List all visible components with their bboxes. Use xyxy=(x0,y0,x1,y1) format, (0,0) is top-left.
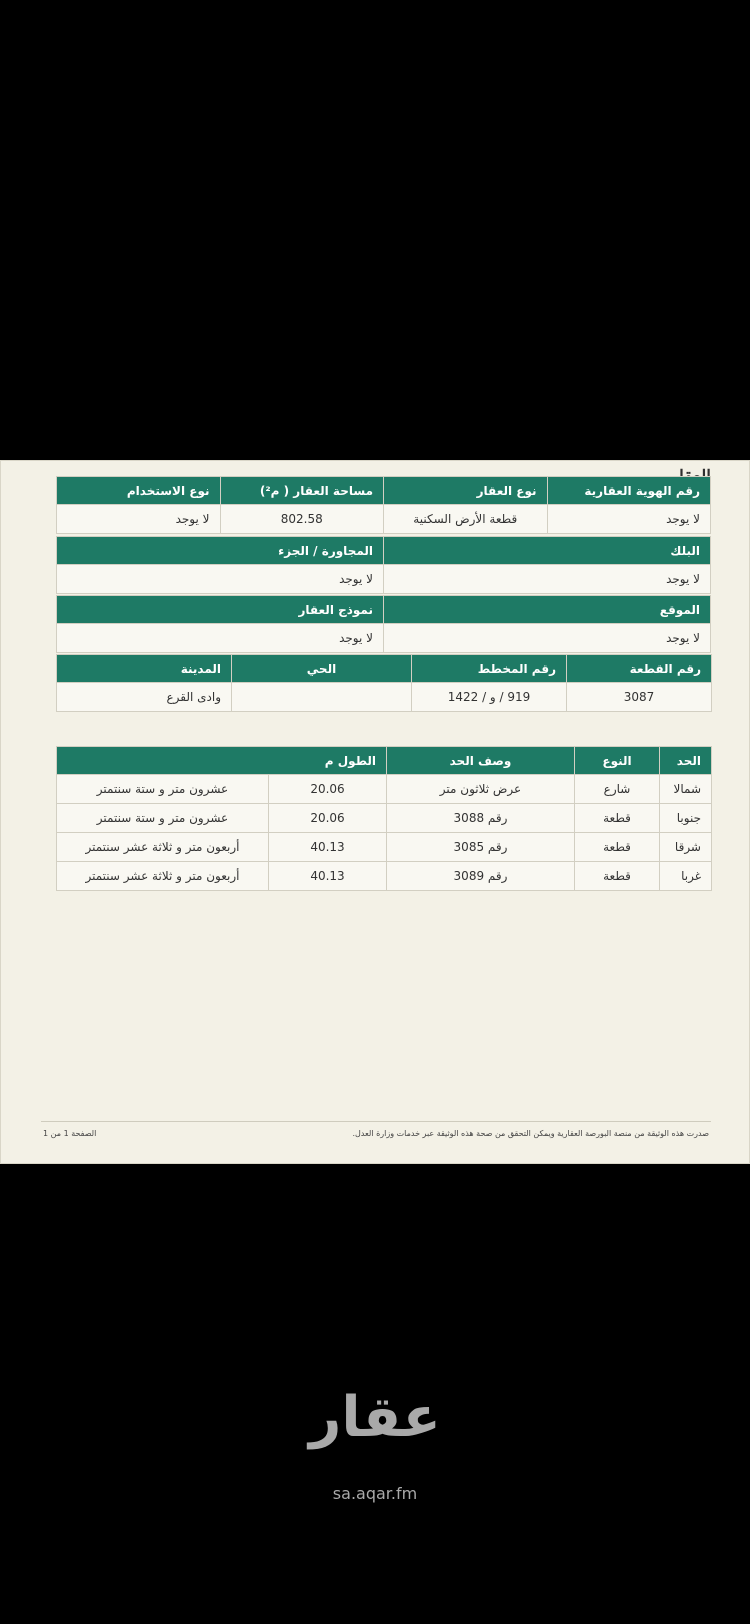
boundary-length-text: أربعون متر و ثلاثة عشر سنتمتر xyxy=(57,833,269,862)
header-property-id: رقم الهوية العقارية xyxy=(547,477,711,505)
value-usage-type: لا يوجد xyxy=(57,505,221,534)
header-property-area: مساحة العقار ( م²) xyxy=(220,477,384,505)
boundary-side: شرقا xyxy=(660,833,712,862)
value-property-id: لا يوجد xyxy=(547,505,711,534)
boundary-row xyxy=(57,804,712,833)
boundary-description: رقم 3085 xyxy=(387,833,575,862)
value-city: وادى القرع xyxy=(57,683,232,712)
header-scheme-number: رقم المخطط xyxy=(412,655,567,683)
boundary-length: 40.13 xyxy=(269,833,387,862)
value-property-model: لا يوجد xyxy=(57,624,384,653)
page-number: الصفحة 1 من 1 xyxy=(43,1129,97,1138)
boundary-row xyxy=(57,862,712,891)
header-location: الموقع xyxy=(384,596,711,624)
boundary-description: رقم 3088 xyxy=(387,804,575,833)
footer-note: صدرت هذه الوثيقة من منصة البورصة العقارية ويمكن التحقق من صحة هذه الوثيقة عبر خدمات وزارة العدل. xyxy=(352,1129,709,1138)
boundaries-table xyxy=(56,746,712,891)
boundary-side: جنوبا xyxy=(660,804,712,833)
aqar-logo: عقار xyxy=(309,1385,441,1450)
location-table xyxy=(56,595,711,653)
header-side: الحد xyxy=(660,747,712,775)
boundary-type: قطعة xyxy=(575,862,660,891)
header-plot-number: رقم القطعة xyxy=(567,655,712,683)
boundary-type: شارع xyxy=(575,775,660,804)
plot-table xyxy=(56,654,712,712)
footer-divider xyxy=(41,1121,711,1122)
header-block: البلك xyxy=(384,537,711,565)
value-location: لا يوجد xyxy=(384,624,711,653)
header-adjacency: المجاورة / الجزء xyxy=(57,537,384,565)
header-type: النوع xyxy=(575,747,660,775)
boundary-length-text: عشرون متر و ستة سنتمتر xyxy=(57,804,269,833)
header-length: الطول م xyxy=(57,747,387,775)
block-table xyxy=(56,536,711,594)
boundary-length-text: أربعون متر و ثلاثة عشر سنتمتر xyxy=(57,862,269,891)
header-property-model: نموذج العقار xyxy=(57,596,384,624)
boundary-length: 40.13 xyxy=(269,862,387,891)
boundary-row xyxy=(57,775,712,804)
value-property-area: 802.58 xyxy=(220,505,384,534)
boundary-length-text: عشرون متر و ستة سنتمتر xyxy=(57,775,269,804)
boundary-row xyxy=(57,833,712,862)
header-district: الحي xyxy=(232,655,412,683)
value-scheme-number: 919 / و / 1422 xyxy=(412,683,567,712)
boundary-description: عرض ثلاثون متر xyxy=(387,775,575,804)
boundary-side: غربا xyxy=(660,862,712,891)
boundary-description: رقم 3089 xyxy=(387,862,575,891)
boundary-length: 20.06 xyxy=(269,775,387,804)
value-plot-number: 3087 xyxy=(567,683,712,712)
boundary-length: 20.06 xyxy=(269,804,387,833)
value-property-type: قطعة الأرض السكنية xyxy=(384,505,548,534)
boundary-type: قطعة xyxy=(575,833,660,862)
value-adjacency: لا يوجد xyxy=(57,565,384,594)
deed-document xyxy=(0,460,750,1164)
header-description: وصف الحد xyxy=(387,747,575,775)
property-table xyxy=(56,476,711,534)
boundary-type: قطعة xyxy=(575,804,660,833)
header-city: المدينة xyxy=(57,655,232,683)
header-property-type: نوع العقار xyxy=(384,477,548,505)
aqar-url: sa.aqar.fm xyxy=(332,1484,418,1503)
boundary-side: شمالا xyxy=(660,775,712,804)
header-usage-type: نوع الاستخدام xyxy=(57,477,221,505)
value-district xyxy=(232,683,412,712)
value-block: لا يوجد xyxy=(384,565,711,594)
